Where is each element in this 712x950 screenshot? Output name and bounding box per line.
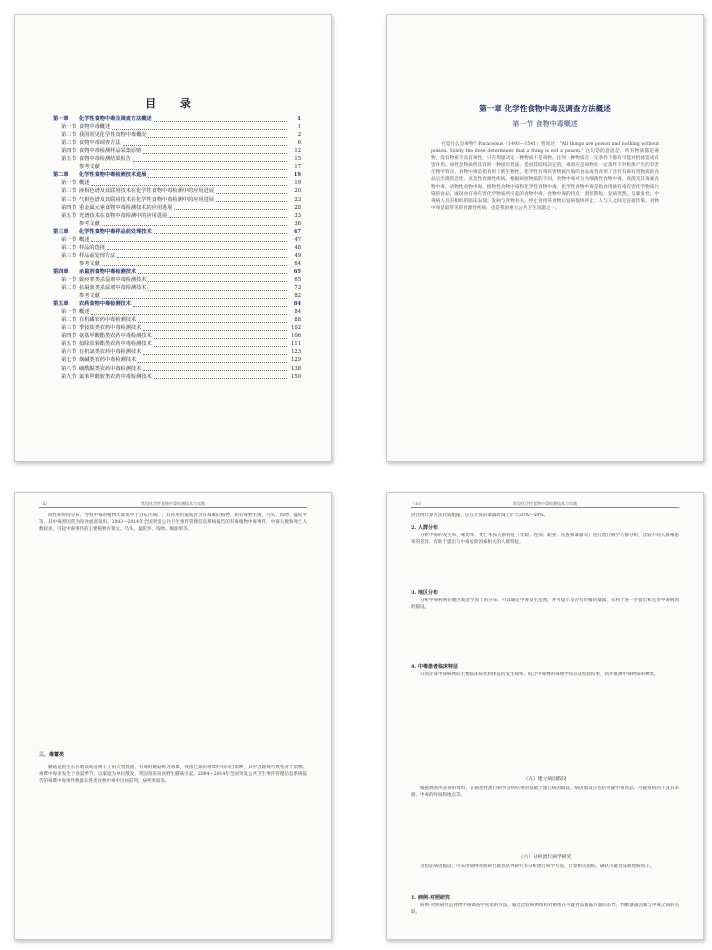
toc-section-row [53, 155, 301, 163]
toc-leader-dots [174, 209, 287, 210]
body-page-left [14, 492, 332, 940]
toc-entry-number: 第八节 [61, 365, 77, 372]
toc-section-row [53, 373, 301, 381]
toc-entry-title: 有机氯类农药中毒检测技术 [79, 349, 142, 356]
toc-entry-number: 第五章 [53, 301, 69, 308]
toc-section-row [53, 163, 301, 171]
toc-leader-dots [91, 185, 287, 186]
toc-section-row [53, 123, 301, 131]
toc-entry-number: 第三节 [61, 196, 77, 203]
toc-section-row [53, 212, 301, 220]
toc-page-number: 1 [297, 116, 301, 123]
toc-leader-dots [117, 257, 287, 258]
toc-leader-dots [138, 322, 287, 323]
paragraph: 为验证病因假设，可采用病例对照研究或者队列研究等分析流行病学方法，计算相关指标，确认可疑食品和致病因子。 [420, 864, 654, 869]
subheading: 3. 地区分布 [411, 590, 438, 596]
toc-page-number: 2 [297, 132, 301, 139]
toc-entry-title: 农药食物中毒检测技术 [79, 301, 131, 308]
subheading: 2. 人群分布 [411, 525, 438, 531]
toc-section-row [53, 179, 301, 187]
toc-entry-number: 第三节 [61, 140, 77, 147]
toc-chapter-row [53, 171, 301, 179]
toc-section-row [53, 284, 301, 292]
toc-page-number: 48 [294, 244, 301, 251]
toc-page-number: 84 [293, 301, 301, 308]
toc-entry-title: 氯苯甲酰胺类农药中毒检测技术 [79, 373, 152, 380]
toc-page-number: 23 [294, 196, 301, 203]
page-number: 〈10〉 [411, 501, 425, 506]
toc-page-number: 84 [294, 309, 301, 316]
subsection-heading: （五）建立病因假设 [523, 777, 567, 782]
toc-page-number: 1 [297, 124, 301, 131]
toc-entry-number: 第一章 [53, 116, 69, 123]
toc-page-number: 88 [294, 317, 301, 324]
toc-section-row [53, 324, 301, 332]
toc-leader-dots [143, 330, 287, 331]
toc-page-number: 19 [294, 180, 301, 187]
toc-page-number: 49 [294, 252, 301, 259]
toc-entry-number: 第二节 [61, 244, 77, 251]
toc-chapter-row [53, 115, 301, 123]
toc-entry-number: 第一节 [61, 309, 77, 316]
toc-section-row [53, 204, 301, 212]
toc-page-number: 6 [297, 140, 301, 147]
toc-chapter-row [53, 268, 301, 276]
toc-entry-title: 液相色谱及其联用技术在化学性食物中毒检测中的应用进展 [79, 188, 214, 195]
toc-leader-dots [216, 201, 287, 202]
toc-page-number: 138 [291, 365, 301, 372]
toc-section-row [53, 292, 301, 300]
toc-page [14, 14, 332, 462]
toc-leader-dots [154, 121, 287, 122]
paragraph: 病例-对照研究是食物中毒调查中常用的方法，通过比较病例组和对照组在可疑食品暴露方面的差异，判断暴露因素与中毒之间的关联。 [411, 903, 679, 915]
toc-entry-title: 参考文献 [79, 220, 100, 227]
toc-page-number: 20 [294, 188, 301, 195]
toc-section-row [53, 332, 301, 340]
toc-page-number: 33 [294, 212, 301, 219]
toc-leader-dots [102, 225, 287, 226]
toc-section-row [53, 364, 301, 372]
toc-section-row [53, 348, 301, 356]
toc-page-number: 19 [293, 172, 301, 179]
toc-page-number: 82 [294, 293, 301, 300]
toc-leader-dots [112, 129, 287, 130]
toc-page-number: 102 [291, 325, 301, 332]
toc-leader-dots [91, 314, 287, 315]
toc-page-number: 47 [293, 228, 301, 235]
toc-leader-dots [154, 346, 287, 347]
toc-leader-dots [138, 362, 287, 363]
toc-entry-title: 气相色谱及其联用技术在化学性食物中毒检测中的应用进展 [79, 196, 214, 203]
subsection-heading: （六）分析流行病学研究 [518, 855, 572, 860]
toc-entry-title: 抗凝血类杀鼠剂中毒检测技术 [79, 285, 147, 292]
toc-page-number: 129 [291, 357, 301, 364]
running-header-title: 常见化学性食物中毒检测技术与实践 [141, 501, 205, 506]
toc-entry-title: 食物中毒概述 [79, 124, 111, 131]
toc-leader-dots [133, 161, 287, 162]
toc-entry-title: 重金属元素食物中毒检测技术的应用进展 [79, 204, 173, 211]
toc-page-number: 65 [293, 268, 301, 275]
toc-entry-number: 第五节 [61, 212, 77, 219]
toc-entry-title: 化学性食物中毒样品前处理技术 [79, 228, 152, 235]
toc-entry-title: 有机磷农药中毒检测技术 [79, 317, 137, 324]
toc-leader-dots [102, 169, 287, 170]
toc-entry-title: 拟除虫菊酯类农药中毒检测技术 [79, 341, 152, 348]
paragraph: 分析中毒病例在地区或者空间上的分布，可以确定中毒发生范围，并可提示是否有传播的暴露，有利于进一步提出和完善中毒病因的假设。 [411, 598, 679, 610]
toc-page-number: 15 [294, 156, 301, 163]
page-number: 〈4〉 [39, 501, 50, 506]
toc-leader-dots [143, 354, 287, 355]
toc-entry-number: 第一节 [61, 124, 77, 131]
toc-section-row [53, 195, 301, 203]
subheading: 1. 病例-对照研究 [411, 895, 451, 901]
toc-leader-dots [216, 193, 287, 194]
toc-entry-number: 第二章 [53, 172, 69, 179]
toc-chapter-row [53, 228, 301, 236]
toc-entry-title: 样品前处理方法 [79, 252, 116, 259]
running-header [411, 501, 679, 508]
toc-entry-title: 概述 [79, 309, 90, 316]
toc-section-row [53, 147, 301, 155]
toc-section-row [53, 340, 301, 348]
body-page-right [386, 492, 704, 940]
subheading: 4. 中毒患者临床特征 [411, 664, 458, 670]
toc-entry-number: 第五节 [61, 156, 77, 163]
toc-section-row [53, 252, 301, 260]
toc-entry-number: 第三章 [53, 228, 69, 235]
toc-leader-dots [102, 298, 287, 299]
toc-section-row [53, 356, 301, 364]
chapter-title: 第一章 化学性食物中毒及调查方法概述 [479, 104, 611, 113]
toc-section-row [53, 139, 301, 147]
toc-chapter-row [53, 300, 301, 308]
toc-entry-number: 第四节 [61, 204, 77, 211]
toc-leader-dots [148, 290, 287, 291]
toc-entry-number: 第四节 [61, 333, 77, 340]
toc-leader-dots [143, 370, 287, 371]
running-header [39, 501, 307, 508]
toc-section-row [53, 187, 301, 195]
toc-section-row [53, 276, 301, 284]
toc-leader-dots [148, 137, 287, 138]
toc-entry-title: 概述 [79, 236, 90, 243]
toc-entry-title: 食物中毒调查方法 [79, 140, 121, 147]
toc-leader-dots [154, 233, 287, 234]
toc-title: 目 录 [145, 97, 201, 110]
chapter-body-text: 究竟什么是毒物？Paracelsus（1493—1541）曾说过："All things are poison and nothing without poison. Solely the dose determines that a thing is not a poison." 这句话的意思是，所有物质都是毒物，没有物质不具有毒性，只有剂量决定一种物质不是毒物。任何一种物质在一定条件下都有可能对机体造成有害作用。毒性是物质所具有的一种固有性质，是由其结构决定的。毒效应是毒物在一定条件下对机体产生的有害生物学效应。食物中毒是指食用了被生物性、化学性有毒有害物质污染的食品或者食用了含有有毒有害物质的食品后出现的急性、亚急性食源性疾病。根据病原物质的不同，食物中毒可分为细菌性食物中毒、真菌及其毒素食物中毒、动物性食物中毒、植物性食物中毒和化学性食物中毒。化学性食物中毒是指食用被有毒有害化学物质污染的食品，或误食有毒有害化学物质所引起的食物中毒。食物中毒的特点：潜伏期短，发病突然，呈暴发性；中毒病人具有相似的临床表现；发病与食物有关，停止食用该食物后发病很快停止；人与人之间无直接传染。食物中毒是最常见的食源性疾病，也是我国重大公共卫生问题之一。 [431, 142, 659, 211]
toc-entry-number: 第六节 [61, 349, 77, 356]
toc-leader-dots [91, 241, 287, 242]
toc-entry-title: 烟碱类农药中毒检测技术 [79, 357, 137, 364]
toc-section-row [53, 260, 301, 268]
section-heading: 三、毒蕈类 [39, 752, 65, 758]
toc-page-number: 64 [294, 260, 301, 267]
toc-leader-dots [143, 153, 287, 154]
toc-entry-number: 第五节 [61, 341, 77, 348]
paragraph: 蘑菇是指生长在地表或者树干上的大型真菌，有毒的蘑菇称为毒蕈，我国已知的毒蕈约有四百余种，其中含剧毒可致死者十余种。毒蕈中毒多发生于春夏季节，以家庭为单位散发，常因误采误食野生蘑菇引起。2004—2014年全国突发公共卫生事件管理信息系统报告的毒蕈中毒事件数量在各类食物中毒中位居前列，病死率较高。 [39, 765, 307, 784]
toc-page-number: 17 [294, 164, 301, 171]
toc-entry-title: 食物中毒检测结果报告 [79, 156, 131, 163]
toc-section-row [53, 316, 301, 324]
toc-entry-title: 样品的选择 [79, 244, 105, 251]
toc-section-row [53, 244, 301, 252]
toc-entry-number: 第一节 [61, 180, 77, 187]
toc-entry-title: 食物中毒检测样品采集原则 [79, 148, 142, 155]
toc-entry-title: 磺酰脲类农药中毒检测技术 [79, 365, 142, 372]
toc-entry-number: 第一节 [61, 236, 77, 243]
toc-page-number: 12 [294, 148, 301, 155]
toc-leader-dots [154, 378, 287, 379]
toc-entry-number: 第三节 [61, 325, 77, 332]
toc-entry-title: 杀鼠剂食物中毒检测技术 [79, 268, 137, 275]
toc-entry-title: 概述 [79, 180, 90, 187]
toc-entry-title: 氨基甲酸酯类农药中毒检测技术 [79, 333, 152, 340]
toc-section-row [53, 308, 301, 316]
toc-page-number: 73 [294, 285, 301, 292]
toc-entry-title: 化学性食物中毒及调查方法概述 [79, 116, 152, 123]
toc-entry-number: 第二节 [61, 317, 77, 324]
toc-leader-dots [138, 273, 287, 274]
toc-entry-title: 参考文献 [79, 260, 100, 267]
toc-leader-dots [148, 281, 287, 282]
toc-leader-dots [123, 145, 287, 146]
toc-leader-dots [169, 217, 287, 218]
toc-entry-number: 第九节 [61, 373, 77, 380]
paragraph: 根据调查所获得的资料，在描述性流行病学分析结果的基础上建立病因假设。病因假设应包括可疑中毒食品、可疑致病因子及其来源、中毒的时间和地点等。 [411, 786, 679, 798]
toc-page-number: 65 [294, 276, 301, 283]
section-title: 第一节 食物中毒概述 [512, 120, 578, 128]
paragraph: 分别计算中毒病例的主要临床症状和体征的发生频率，结合中毒物的毒理学特点及检验结果，初步推测中毒物质的种类。 [420, 672, 659, 677]
running-header-title: 常见化学性食物中毒检测技术与实践 [513, 501, 577, 506]
chapter-page [386, 14, 704, 462]
toc-entry-number: 第二节 [61, 188, 77, 195]
toc-entry-title: 季铵盐类农药中毒检测技术 [79, 325, 142, 332]
toc-entry-number: 第一节 [61, 276, 77, 283]
toc-page-number: 106 [291, 333, 301, 340]
toc-leader-dots [133, 306, 287, 307]
toc-leader-dots [107, 249, 287, 250]
toc-leader-dots [102, 265, 287, 266]
toc-page-number: 28 [294, 204, 301, 211]
paragraph: 域性和时间分布，导致中毒的植物大都集中于分布区域广、有药用价值或者含有毒素的植物，如有毒野生菌、乌头、钩吻、曼陀罗等，其中毒原因常为误食或者误用。2003—2014年全国突发公共卫生事件管理信息系统报告的有毒植物中毒事件，中毒人数和死亡人数较多，引起中毒事件的主要植物有菜豆、乌头、曼陀罗、钩吻、桐油果等。 [39, 513, 307, 532]
toc-page-number: 36 [294, 220, 301, 227]
toc-entry-title: 参考文献 [79, 293, 100, 300]
toc-section-row [53, 220, 301, 228]
toc-entry-title: 化学性食物中毒检测技术进展 [79, 172, 147, 179]
toc-page-number: 47 [294, 236, 301, 243]
toc-entry-title: 参考文献 [79, 164, 100, 171]
toc-entry-number: 第四节 [61, 148, 77, 155]
toc-section-row [53, 236, 301, 244]
toc-entry-number: 第七节 [61, 357, 77, 364]
toc-page-number: 150 [291, 373, 301, 380]
paragraph: 供比例计算方法比较粗糙，应在计算的暴露时间上扩大20%～50%。 [411, 513, 549, 518]
toc-entry-number: 第三节 [61, 252, 77, 259]
toc-page-number: 123 [291, 349, 301, 356]
toc-section-row [53, 131, 301, 139]
toc-entry-title: 致痉挛类杀鼠剂中毒检测技术 [79, 276, 147, 283]
toc-entry-number: 第二节 [61, 132, 77, 139]
toc-leader-dots [148, 177, 287, 178]
toc-entry-title: 我国常见化学性食物中毒概况 [79, 132, 147, 139]
toc-entry-title: 光谱技术在食物中毒检测中的应用进展 [79, 212, 168, 219]
toc-entry-number: 第四章 [53, 268, 69, 275]
toc-list [53, 115, 301, 381]
paragraph: 分析中毒的发生率、罹患率、死亡率按人群特征（年龄、性别、职业、民族和暴露等）进行流行病学人群分析，比较不同人群罹患率的差异，有助于提出与中毒危险因素相关的人群特征。 [411, 533, 679, 545]
toc-page-number: 111 [291, 341, 301, 348]
toc-entry-number: 第二节 [61, 285, 77, 292]
toc-leader-dots [154, 338, 287, 339]
